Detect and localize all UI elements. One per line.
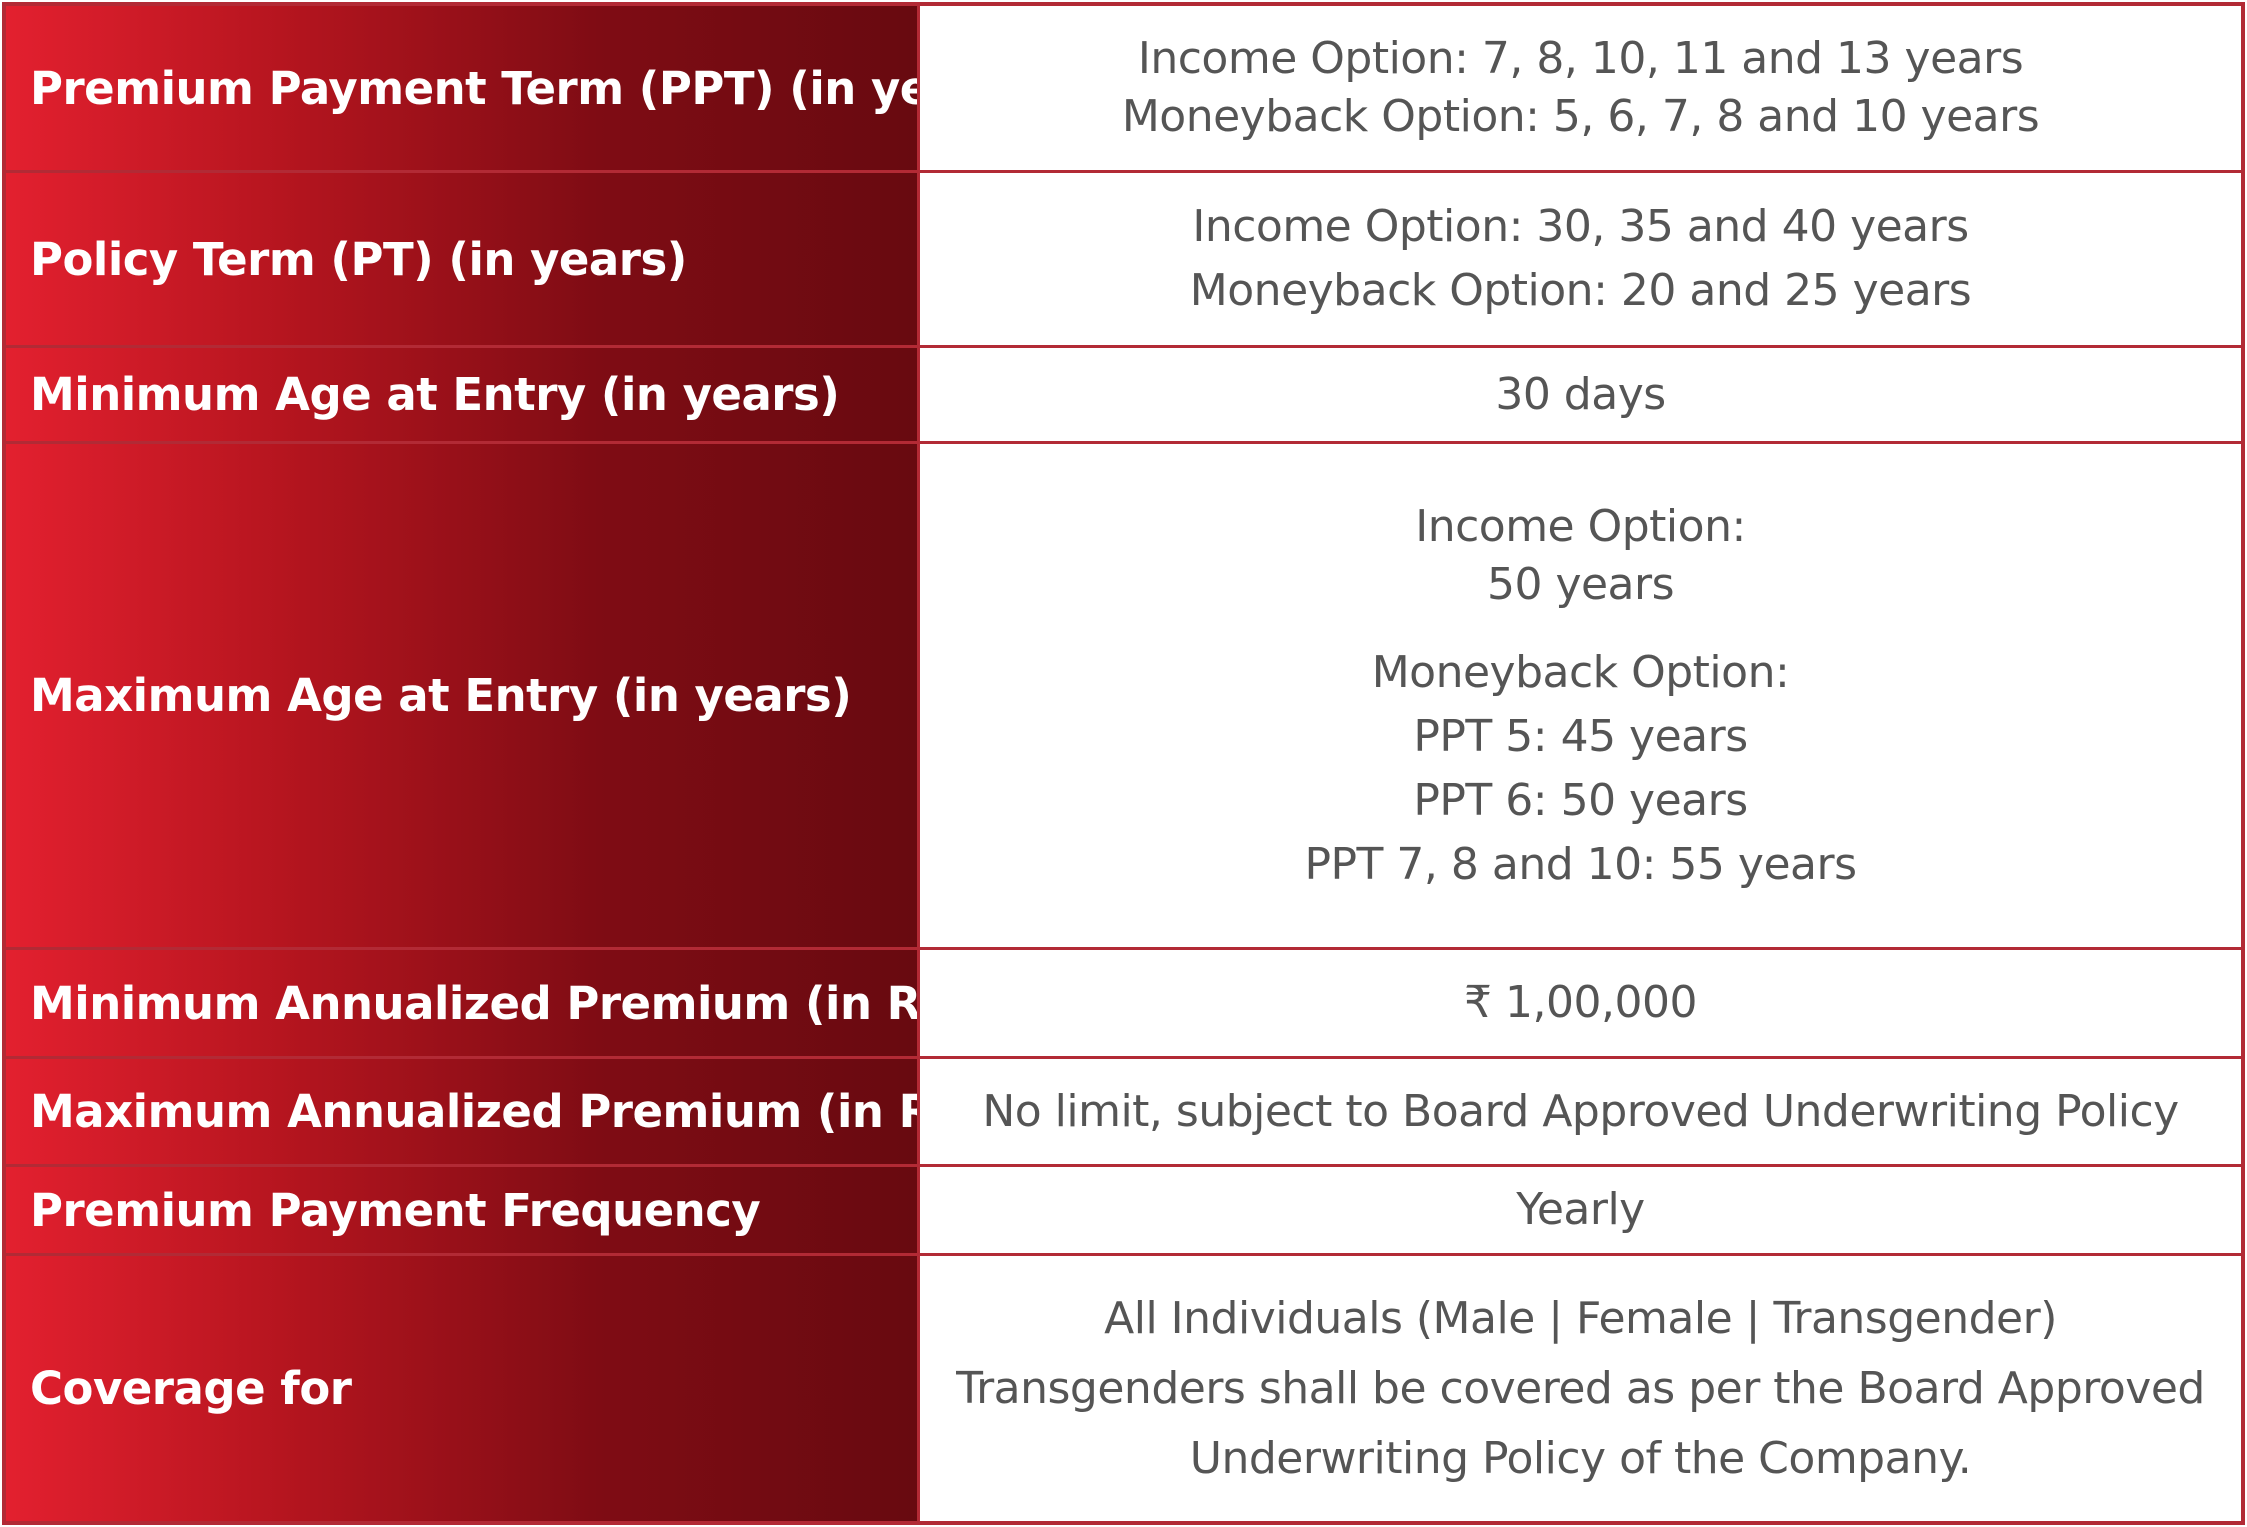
value-line: Transgenders shall be covered as per the Board Approved <box>956 1362 2205 1414</box>
value-line: Income Option: <box>1415 500 1746 552</box>
table-row-max-age <box>6 444 2241 950</box>
value-line: Yearly <box>1516 1184 1645 1235</box>
value-line: All Individuals (Male | Female | Transgender) <box>1104 1292 2057 1344</box>
plan-details-table <box>2 2 2245 1525</box>
table-row-min-premium <box>6 950 2241 1059</box>
value-line: PPT 5: 45 years <box>1413 710 1748 762</box>
row-label-min-age: Minimum Age at Entry (in years) <box>6 348 917 441</box>
table-row-policy-term <box>6 173 2241 348</box>
row-value-max-age <box>917 444 2241 947</box>
value-line: No limit, subject to Board Approved Underwriting Policy <box>982 1085 2179 1137</box>
row-value-max-premium <box>917 1059 2241 1164</box>
table-row-min-age <box>6 348 2241 444</box>
value-line: 50 years <box>1486 558 1675 610</box>
row-label-ppt: Premium Payment Term (PPT) (in years) <box>6 6 917 170</box>
row-value-frequency <box>917 1167 2241 1253</box>
table-row-frequency <box>6 1167 2241 1256</box>
row-label-coverage: Coverage for <box>6 1256 917 1521</box>
row-value-coverage <box>917 1256 2241 1521</box>
value-line: ₹ 1,00,000 <box>1464 977 1697 1028</box>
value-line: Income Option: 7, 8, 10, 11 and 13 years <box>1137 33 2024 84</box>
table-row-ppt <box>6 6 2241 173</box>
row-label-min-premium: Minimum Annualized Premium (in Rs.) <box>6 950 917 1056</box>
row-label-max-premium: Maximum Annualized Premium (in Rs.) <box>6 1059 917 1164</box>
row-value-ppt <box>917 6 2241 170</box>
value-line: PPT 6: 50 years <box>1413 774 1748 826</box>
row-value-min-age <box>917 348 2241 441</box>
value-line: Income Option: 30, 35 and 40 years <box>1192 201 1969 252</box>
row-value-min-premium <box>917 950 2241 1056</box>
value-line: PPT 7, 8 and 10: 55 years <box>1304 838 1857 890</box>
row-label-frequency: Premium Payment Frequency <box>6 1167 917 1253</box>
value-line: Moneyback Option: 20 and 25 years <box>1189 265 1972 316</box>
value-line: Moneyback Option: <box>1371 646 1790 698</box>
value-line: Underwriting Policy of the Company. <box>1189 1432 1972 1484</box>
row-label-max-age: Maximum Age at Entry (in years) <box>6 444 917 947</box>
table-row-coverage <box>6 1256 2241 1521</box>
row-value-policy-term <box>917 173 2241 345</box>
value-line: Moneyback Option: 5, 6, 7, 8 and 10 years <box>1121 91 2040 142</box>
value-line: 30 days <box>1495 368 1666 420</box>
table-row-max-premium <box>6 1059 2241 1167</box>
row-label-policy-term: Policy Term (PT) (in years) <box>6 173 917 345</box>
